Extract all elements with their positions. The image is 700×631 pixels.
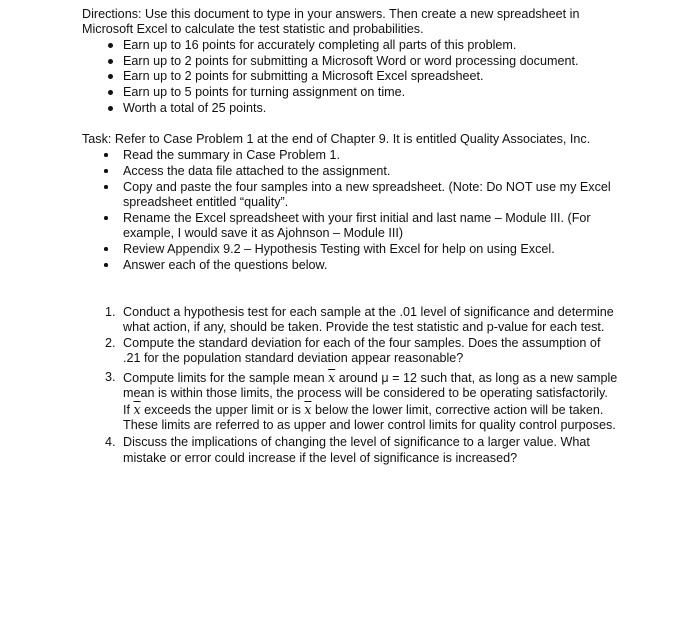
bullet-icon bbox=[108, 74, 113, 79]
task-bullet-2: Access the data file attached to the assignment. bbox=[123, 164, 391, 178]
question-3-line-2: mean is within those limits, the process will be considered to be operating satisfactorily. bbox=[123, 386, 608, 400]
task-bullet-5: Review Appendix 9.2 – Hypothesis Testing with Excel for help on using Excel. bbox=[123, 242, 555, 256]
task-bullet-1: Read the summary in Case Problem 1. bbox=[123, 148, 340, 162]
xbar-symbol: $\overline{x}$ bbox=[304, 402, 312, 417]
task-bullet-3b: spreadsheet entitled “quality”. bbox=[123, 195, 289, 209]
directions-bullet-4: Earn up to 5 points for turning assignment on time. bbox=[123, 85, 406, 99]
xbar-symbol: $\overline{x}$ bbox=[133, 402, 141, 417]
bullet-icon bbox=[108, 43, 113, 48]
bullet-icon bbox=[104, 263, 108, 267]
question-3-text: below the lower limit, corrective action will be taken. bbox=[311, 403, 604, 417]
bullet-icon bbox=[104, 216, 108, 220]
directions-line-1: Directions: Use this document to type in your answers. Then create a new spreadsheet in bbox=[82, 7, 580, 21]
bullet-icon bbox=[108, 59, 113, 64]
bullet-icon bbox=[108, 90, 113, 95]
task-bullet-3a: Copy and paste the four samples into a new spreadsheet. (Note: Do NOT use my Excel bbox=[123, 180, 611, 194]
bullet-icon bbox=[104, 247, 108, 251]
directions-bullet-1: Earn up to 16 points for accurately completing all parts of this problem. bbox=[123, 38, 517, 52]
question-4-line-1: Discuss the implications of changing the level of significance to a larger value. What bbox=[123, 435, 590, 449]
task-bullet-4a: Rename the Excel spreadsheet with your first initial and last name – Module III. (For bbox=[123, 211, 591, 225]
task-bullet-6: Answer each of the questions below. bbox=[123, 258, 328, 272]
question-2-line-2: .21 for the population standard deviation appear reasonable? bbox=[123, 351, 464, 365]
question-3-text: around μ = 12 such that, as long as a new sample bbox=[335, 371, 618, 385]
question-1-line-1: Conduct a hypothesis test for each sample at the .01 level of significance and determine bbox=[123, 305, 614, 319]
bullet-icon bbox=[104, 169, 108, 173]
question-3-line-1 bbox=[123, 370, 617, 386]
bullet-icon bbox=[104, 185, 108, 189]
question-4-line-2: mistake or error could increase if the level of significance is increased? bbox=[123, 451, 518, 465]
xbar-symbol: $\overline{x}$ bbox=[328, 370, 336, 385]
bullet-icon bbox=[104, 153, 108, 157]
question-3-line-3 bbox=[123, 402, 603, 418]
task-line-1: Task: Refer to Case Problem 1 at the end of Chapter 9. It is entitled Quality Associates, Inc. bbox=[82, 132, 591, 146]
question-3-line-4: These limits are referred to as upper and lower control limits for quality control purposes. bbox=[123, 418, 616, 432]
directions-line-2: Microsoft Excel to calculate the test statistic and probabilities. bbox=[82, 22, 424, 36]
question-3-text: Compute limits for the sample mean bbox=[123, 371, 329, 385]
question-1-line-2: what action, if any, should be taken. Provide the test statistic and p-value for each test. bbox=[123, 320, 605, 334]
question-3-text: If bbox=[123, 403, 134, 417]
directions-bullet-2: Earn up to 2 points for submitting a Microsoft Word or word processing document. bbox=[123, 54, 579, 68]
task-bullet-4b: example, I would save it as Ajohnson – Module III) bbox=[123, 226, 404, 240]
directions-bullet-5: Worth a total of 25 points. bbox=[123, 101, 267, 115]
bullet-icon bbox=[108, 106, 113, 111]
question-number-4: 4. bbox=[105, 435, 116, 449]
question-number-2: 2. bbox=[105, 336, 116, 350]
directions-bullet-3: Earn up to 2 points for submitting a Microsoft Excel spreadsheet. bbox=[123, 69, 484, 83]
question-number-1: 1. bbox=[105, 305, 116, 319]
question-3-text: exceeds the upper limit or is bbox=[140, 403, 305, 417]
question-number-3: 3. bbox=[105, 370, 116, 384]
question-2-line-1: Compute the standard deviation for each of the four samples. Does the assumption of bbox=[123, 336, 601, 350]
